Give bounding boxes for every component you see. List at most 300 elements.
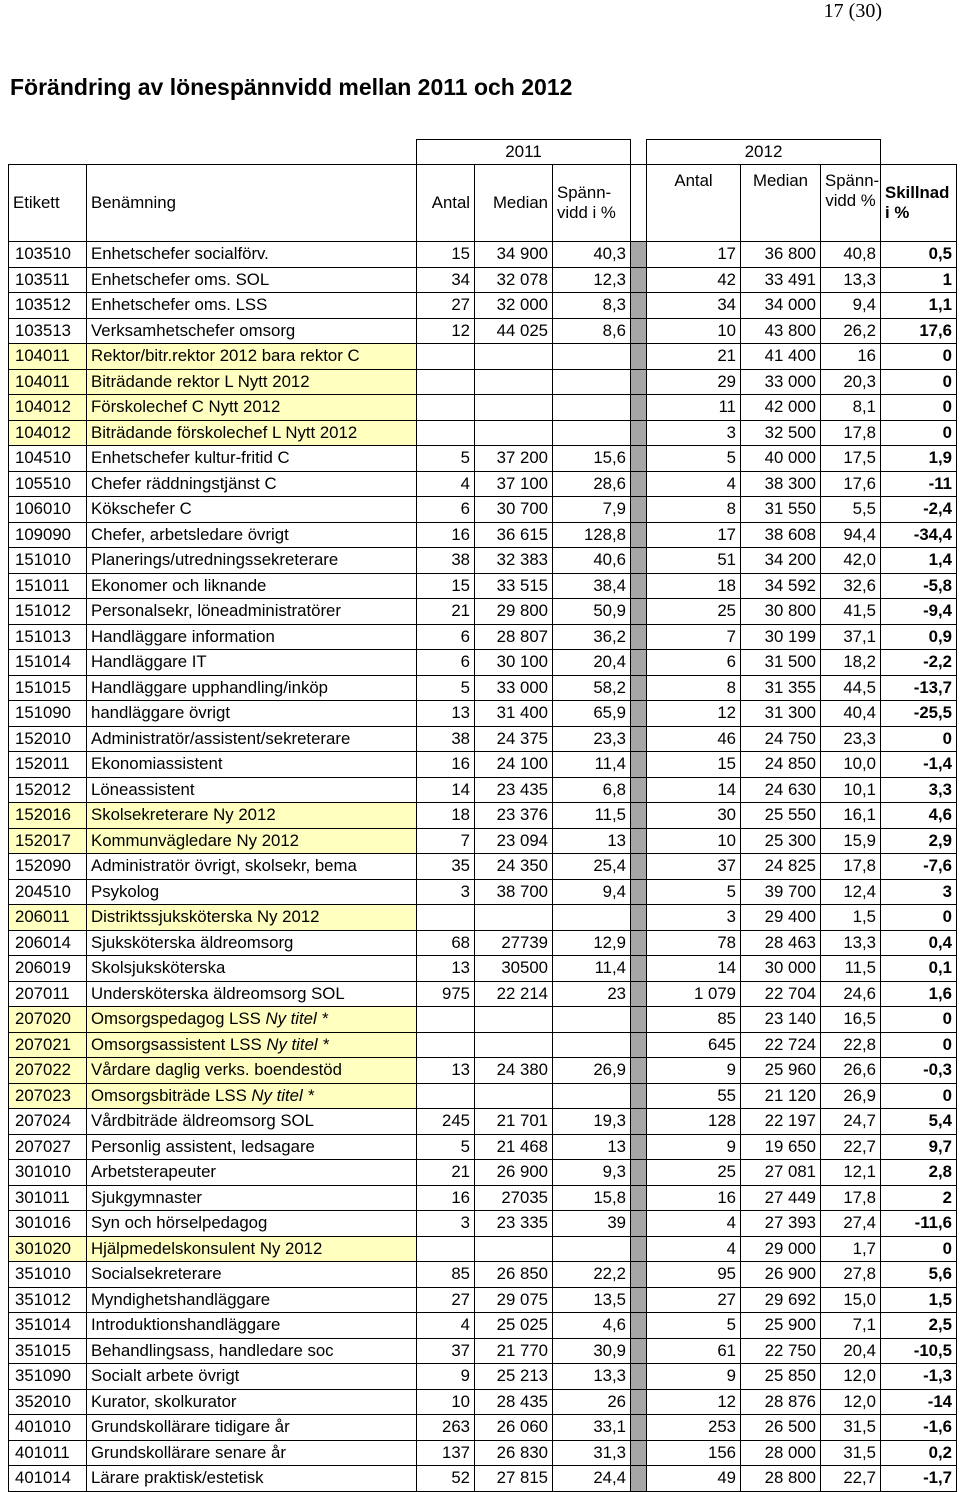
antal-2011-cell-text: 35	[451, 856, 470, 876]
antal-2012-cell	[647, 1083, 741, 1109]
antal-2012-cell-text: 25	[717, 601, 736, 621]
skillnad-cell	[881, 522, 957, 548]
skillnad-cell-text: 4,6	[928, 805, 952, 825]
spannvidd-2011-cell	[553, 242, 631, 268]
skillnad-cell	[881, 1185, 957, 1211]
median-2012-cell-text: 40 000	[764, 448, 816, 468]
spannvidd-2012-cell-text: 94,4	[843, 524, 876, 544]
median-2012-cell	[741, 1185, 821, 1211]
spannvidd-2011-cell-text: 13,5	[593, 1289, 626, 1309]
median-2012-cell	[741, 344, 821, 370]
antal-2011-cell	[417, 242, 475, 268]
benamning-cell	[87, 1160, 417, 1186]
antal-2012-cell-text: 51	[717, 550, 736, 570]
etikett-cell-text: 109090	[15, 524, 71, 544]
skillnad-cell	[881, 930, 957, 956]
spannvidd-2012-cell	[821, 293, 881, 319]
antal-2011-cell	[417, 1440, 475, 1466]
gap-cell	[631, 267, 647, 293]
antal-2012-cell-text: 18	[717, 575, 736, 595]
median-2012-cell	[741, 471, 821, 497]
table-row	[9, 242, 957, 268]
etikett-cell-text: 207020	[15, 1009, 71, 1029]
median-2012-cell-text: 28 463	[764, 932, 816, 952]
gap-cell	[631, 752, 647, 778]
median-2011-cell	[475, 1466, 553, 1492]
skillnad-cell-text: 0	[942, 422, 952, 442]
median-2012-cell-text: 21 120	[764, 1085, 816, 1105]
spannvidd-2011-cell	[553, 471, 631, 497]
median-2011-cell-text: 27739	[501, 932, 548, 952]
etikett-cell-text: 207027	[15, 1136, 71, 1156]
antal-2011-cell	[417, 548, 475, 574]
spannvidd-2012-cell-text: 22,7	[843, 1468, 876, 1488]
spannvidd-2012-cell	[821, 803, 881, 829]
spannvidd-2012-cell	[821, 1109, 881, 1135]
antal-2012-cell	[647, 675, 741, 701]
median-2011-cell-text: 26 900	[496, 1162, 548, 1182]
median-2012-cell	[741, 777, 821, 803]
spannvidd-2012-cell	[821, 395, 881, 421]
skillnad-cell-text: -2,2	[923, 652, 952, 672]
median-2012-cell-text: 33 491	[764, 269, 816, 289]
skillnad-cell-text: 1	[942, 269, 952, 289]
antal-2012-cell-text: 4	[726, 473, 736, 493]
spannvidd-2012-cell-text: 20,4	[843, 1340, 876, 1360]
skillnad-cell	[881, 701, 957, 727]
spannvidd-2012-cell	[821, 318, 881, 344]
etikett-cell	[9, 777, 87, 803]
skillnad-cell-text: -7,6	[923, 856, 952, 876]
benamning-cell	[87, 1440, 417, 1466]
median-2012-cell-text: 34 592	[764, 575, 816, 595]
median-2011-cell-text: 26 830	[496, 1442, 548, 1462]
antal-2012-cell-text: 8	[726, 499, 736, 519]
antal-2012-cell	[647, 267, 741, 293]
spannvidd-2012-cell-text: 18,2	[843, 652, 876, 672]
spannvidd-2012-cell	[821, 1466, 881, 1492]
benamning-cell-text: Chefer räddningstjänst C	[91, 473, 277, 493]
spannvidd-2012-cell	[821, 624, 881, 650]
spannvidd-2012-cell-text: 44,5	[843, 677, 876, 697]
antal-2011-cell	[417, 522, 475, 548]
skillnad-cell-text: 0	[942, 397, 952, 417]
median-2012-cell	[741, 1236, 821, 1262]
skillnad-cell-text: 2,5	[928, 1315, 952, 1335]
median-2011-cell	[475, 1109, 553, 1135]
skillnad-cell-text: 0,4	[928, 932, 952, 952]
benamning-cell	[87, 344, 417, 370]
spannvidd-2011-cell	[553, 1389, 631, 1415]
antal-2011-cell	[417, 905, 475, 931]
antal-2012-cell	[647, 522, 741, 548]
median-2011-cell-text: 24 350	[496, 856, 548, 876]
table-row	[9, 828, 957, 854]
median-2012-cell-text: 36 800	[764, 244, 816, 264]
spannvidd-2011-cell	[553, 1134, 631, 1160]
spannvidd-2012-cell-text: 17,8	[843, 856, 876, 876]
antal-2012-cell-text: 4	[726, 1213, 736, 1233]
median-2011-cell-text: 31 400	[496, 703, 548, 723]
antal-2012-cell-text: 27	[717, 1289, 736, 1309]
median-2012-cell-text: 27 081	[764, 1162, 816, 1182]
skillnad-cell-text: -9,4	[923, 601, 952, 621]
median-2012-cell	[741, 1338, 821, 1364]
benamning-cell-text: Psykolog	[91, 881, 160, 901]
benamning-cell	[87, 548, 417, 574]
spannvidd-2012-cell-text: 9,4	[852, 295, 876, 315]
median-2011-cell	[475, 369, 553, 395]
benamning-cell-text: Enhetschefer oms. SOL	[91, 269, 270, 289]
etikett-cell	[9, 1287, 87, 1313]
benamning-cell-text: Sjuksköterska äldreomsorg	[91, 932, 294, 952]
median-2012-cell	[741, 548, 821, 574]
gap-cell	[631, 548, 647, 574]
spannvidd-2012-cell-text: 24,7	[843, 1111, 876, 1131]
spannvidd-2012-cell-text: 1,5	[852, 907, 876, 927]
antal-2012-cell-text: 1 079	[694, 983, 736, 1003]
spannvidd-2011-cell-text: 9,3	[602, 1162, 626, 1182]
median-2011-cell-text: 27035	[501, 1187, 548, 1207]
antal-2011-cell	[417, 369, 475, 395]
etikett-cell	[9, 828, 87, 854]
gap-cell	[631, 497, 647, 523]
median-2011-cell-text: 29 075	[496, 1289, 548, 1309]
antal-2011-cell	[417, 701, 475, 727]
median-2012-cell	[741, 1083, 821, 1109]
table-row	[9, 701, 957, 727]
skillnad-cell-text: -13,7	[913, 677, 952, 697]
spannvidd-2011-cell-text: 15,6	[593, 448, 626, 468]
benamning-cell-text: Enhetschefer socialförv.	[91, 244, 269, 264]
antal-2012-cell	[647, 446, 741, 472]
benamning-cell-text: Introduktionshandläggare	[91, 1315, 281, 1335]
antal-2012-cell	[647, 293, 741, 319]
skillnad-cell-text: -1,6	[923, 1417, 952, 1437]
spannvidd-2011-cell-text: 12,9	[593, 932, 626, 952]
antal-2011-cell-text: 13	[451, 703, 470, 723]
spannvidd-2011-cell-text: 7,9	[602, 499, 626, 519]
table-row	[9, 1185, 957, 1211]
median-2012-cell	[741, 1109, 821, 1135]
spannvidd-2012-cell-text: 12,0	[843, 1391, 876, 1411]
spannvidd-2012-cell	[821, 599, 881, 625]
median-2012-cell	[741, 1440, 821, 1466]
spannvidd-2012-cell	[821, 777, 881, 803]
etikett-cell-text: 152011	[15, 754, 70, 774]
column-header-row	[9, 165, 957, 242]
spannvidd-2012-cell-text: 5,5	[852, 499, 876, 519]
antal-2012-cell	[647, 879, 741, 905]
benamning-cell	[87, 905, 417, 931]
antal-2011-cell-text: 13	[451, 1060, 470, 1080]
benamning-cell-text: Arbetsterapeuter	[91, 1162, 216, 1182]
antal-2012-cell	[647, 956, 741, 982]
median-2012-cell-text: 28 000	[764, 1442, 816, 1462]
antal-2011-cell	[417, 1236, 475, 1262]
antal-2012-cell-text: 10	[717, 320, 736, 340]
spannvidd-2012-cell-text: 7,1	[852, 1315, 876, 1335]
skillnad-cell-text: 0,5	[928, 244, 952, 264]
benamning-cell	[87, 956, 417, 982]
antal-2011-cell	[417, 1032, 475, 1058]
table-row	[9, 624, 957, 650]
antal-2011-cell	[417, 828, 475, 854]
benamning-cell-text: Personlig assistent, ledsagare	[91, 1136, 315, 1156]
median-2012-cell	[741, 1389, 821, 1415]
antal-2012-cell-text: 61	[717, 1340, 736, 1360]
benamning-cell	[87, 1032, 417, 1058]
header-blank	[9, 140, 417, 165]
spannvidd-2012-cell-text: 27,8	[843, 1264, 876, 1284]
antal-2012-cell	[647, 395, 741, 421]
skillnad-cell-text: 0,9	[928, 626, 952, 646]
antal-2011-cell-text: 16	[451, 1187, 470, 1207]
spannvidd-2012-cell	[821, 1338, 881, 1364]
antal-2011-cell	[417, 599, 475, 625]
etikett-cell	[9, 497, 87, 523]
skillnad-cell-text: 3,3	[928, 779, 952, 799]
etikett-cell	[9, 548, 87, 574]
skillnad-cell-text: 0	[942, 1238, 952, 1258]
median-2011-cell-text: 25 213	[496, 1366, 548, 1386]
antal-2012-cell	[647, 1389, 741, 1415]
etikett-cell-text: 207011	[15, 983, 70, 1003]
antal-2011-cell	[417, 1185, 475, 1211]
etikett-cell	[9, 344, 87, 370]
gap-cell	[631, 293, 647, 319]
table-row	[9, 267, 957, 293]
gap-cell	[631, 318, 647, 344]
gap-cell	[631, 1389, 647, 1415]
spannvidd-2011-cell-text: 11,5	[594, 805, 626, 825]
median-2012-cell	[741, 318, 821, 344]
benamning-cell-text: Personalsekr, löneadministratörer	[91, 601, 341, 621]
spannvidd-2011-cell-text: 13,3	[593, 1366, 626, 1386]
new-title-note: Ny titel *	[265, 1009, 328, 1029]
median-2011-cell-text: 23 435	[496, 779, 548, 799]
median-2012-cell	[741, 1058, 821, 1084]
benamning-cell	[87, 1415, 417, 1441]
spannvidd-2012-cell-text: 26,2	[843, 320, 876, 340]
median-2011-cell	[475, 1134, 553, 1160]
antal-2011-cell	[417, 293, 475, 319]
spannvidd-2011-cell	[553, 1440, 631, 1466]
etikett-cell	[9, 854, 87, 880]
skillnad-cell-text: -1,3	[923, 1366, 952, 1386]
spannvidd-2012-cell	[821, 1389, 881, 1415]
benamning-cell-text: Handläggare IT	[91, 652, 207, 672]
gap-cell	[631, 1211, 647, 1237]
median-2012-cell-text: 24 630	[764, 779, 816, 799]
antal-2011-cell	[417, 1466, 475, 1492]
spannvidd-2012-cell	[821, 1287, 881, 1313]
benamning-cell	[87, 879, 417, 905]
gap-cell	[631, 1440, 647, 1466]
spannvidd-2011-cell-text: 8,3	[602, 295, 626, 315]
antal-2012-cell-text: 10	[717, 830, 736, 850]
table-row	[9, 548, 957, 574]
spannvidd-2011-cell	[553, 318, 631, 344]
antal-2011-cell	[417, 803, 475, 829]
table-row	[9, 344, 957, 370]
spannvidd-2011-header: Spänn-vidd i %	[553, 165, 631, 242]
year-header-row	[9, 140, 957, 165]
spannvidd-2012-cell	[821, 828, 881, 854]
spannvidd-2011-cell-text: 9,4	[602, 881, 626, 901]
table-row	[9, 956, 957, 982]
antal-2012-cell	[647, 548, 741, 574]
antal-2012-cell	[647, 497, 741, 523]
spannvidd-2012-cell-text: 31,5	[843, 1442, 876, 1462]
antal-2011-cell-text: 137	[442, 1442, 470, 1462]
table-row	[9, 879, 957, 905]
antal-2011-cell	[417, 1058, 475, 1084]
gap-cell	[631, 471, 647, 497]
benamning-cell-text: Planerings/utredningssekreterare	[91, 550, 339, 570]
antal-2011-cell-text: 15	[451, 244, 470, 264]
spannvidd-2012-cell	[821, 1007, 881, 1033]
benamning-cell	[87, 803, 417, 829]
antal-2012-cell	[647, 777, 741, 803]
table-row	[9, 1466, 957, 1492]
skillnad-cell-text: 0	[942, 1009, 952, 1029]
etikett-cell	[9, 293, 87, 319]
antal-2012-cell	[647, 1236, 741, 1262]
median-2011-cell-text: 21 701	[496, 1111, 548, 1131]
skillnad-cell	[881, 1440, 957, 1466]
benamning-cell	[87, 293, 417, 319]
median-2012-cell	[741, 879, 821, 905]
gap-cell	[631, 1058, 647, 1084]
skillnad-cell-text: 3	[942, 881, 952, 901]
table-row	[9, 420, 957, 446]
etikett-cell-text: 301011	[15, 1187, 70, 1207]
antal-2012-cell	[647, 828, 741, 854]
benamning-cell	[87, 1313, 417, 1339]
spannvidd-2012-cell	[821, 1083, 881, 1109]
spannvidd-2011-cell	[553, 1313, 631, 1339]
spannvidd-2011-cell	[553, 1338, 631, 1364]
etikett-cell	[9, 1415, 87, 1441]
spannvidd-2011-cell	[553, 1185, 631, 1211]
etikett-cell	[9, 1389, 87, 1415]
spannvidd-2012-cell-text: 41,5	[843, 601, 876, 621]
median-2011-cell	[475, 1440, 553, 1466]
antal-2011-cell	[417, 1389, 475, 1415]
spannvidd-2012-cell-text: 12,4	[843, 881, 876, 901]
benamning-cell	[87, 1389, 417, 1415]
benamning-cell-text: Behandlingsass, handledare soc	[91, 1340, 334, 1360]
etikett-cell-text: 351090	[15, 1366, 71, 1386]
spannvidd-2011-cell	[553, 930, 631, 956]
gap-cell	[631, 828, 647, 854]
antal-2012-cell	[647, 599, 741, 625]
benamning-cell	[87, 395, 417, 421]
etikett-cell-text: 152016	[15, 805, 71, 825]
median-2012-cell-text: 22 704	[764, 983, 816, 1003]
antal-2011-cell-text: 15	[451, 575, 470, 595]
skillnad-cell-text: 0,1	[928, 958, 952, 978]
etikett-cell-text: 351014	[15, 1315, 71, 1335]
etikett-cell-text: 152090	[15, 856, 71, 876]
antal-2011-cell-text: 68	[451, 932, 470, 952]
spannvidd-2011-cell	[553, 879, 631, 905]
antal-2012-cell-text: 128	[708, 1111, 736, 1131]
benamning-cell	[87, 446, 417, 472]
median-2011-cell	[475, 701, 553, 727]
antal-2012-cell	[647, 803, 741, 829]
skillnad-header: Skillnad i %	[881, 165, 957, 242]
spannvidd-2012-cell-text: 26,6	[843, 1060, 876, 1080]
table-row	[9, 1134, 957, 1160]
antal-2012-cell	[647, 930, 741, 956]
etikett-cell	[9, 752, 87, 778]
spannvidd-2011-cell-text: 39	[607, 1213, 626, 1233]
spannvidd-2012-cell	[821, 726, 881, 752]
benamning-cell	[87, 777, 417, 803]
median-2012-cell	[741, 1364, 821, 1390]
antal-2012-cell	[647, 905, 741, 931]
benamning-cell	[87, 599, 417, 625]
benamning-cell-text: Omsorgspedagog LSS	[91, 1009, 266, 1029]
antal-2011-cell-text: 4	[460, 473, 470, 493]
spannvidd-2011-cell-text: 58,2	[593, 677, 626, 697]
skillnad-cell-text: 17,6	[919, 320, 952, 340]
antal-2012-cell-text: 34	[717, 295, 736, 315]
etikett-cell-text: 301010	[15, 1162, 71, 1182]
antal-2011-cell-text: 245	[442, 1111, 470, 1131]
median-2012-cell-text: 25 550	[764, 805, 816, 825]
median-2012-cell-text: 31 500	[764, 652, 816, 672]
skillnad-cell	[881, 318, 957, 344]
median-2011-cell	[475, 548, 553, 574]
etikett-cell	[9, 1185, 87, 1211]
benamning-cell-text: Omsorgsbiträde LSS	[91, 1085, 252, 1105]
spannvidd-2012-cell-text: 17,6	[843, 473, 876, 493]
median-2012-cell-text: 29 400	[764, 907, 816, 927]
antal-2011-cell	[417, 471, 475, 497]
spannvidd-2012-cell	[821, 1134, 881, 1160]
antal-2011-cell-text: 85	[451, 1264, 470, 1284]
gap-cell	[631, 1287, 647, 1313]
median-2012-cell	[741, 803, 821, 829]
table-row	[9, 930, 957, 956]
antal-2011-cell	[417, 318, 475, 344]
benamning-header: Benämning	[87, 165, 417, 242]
median-2012-cell	[741, 446, 821, 472]
spannvidd-2011-cell	[553, 981, 631, 1007]
antal-2011-cell-text: 5	[460, 1136, 470, 1156]
etikett-cell-text: 301020	[15, 1238, 71, 1258]
spannvidd-2011-cell	[553, 1262, 631, 1288]
table-row	[9, 1032, 957, 1058]
spannvidd-2012-cell-text: 32,6	[843, 575, 876, 595]
spannvidd-2011-cell-text: 30,9	[593, 1340, 626, 1360]
antal-2011-cell	[417, 344, 475, 370]
benamning-cell-text: Biträdande rektor L Nytt 2012	[91, 371, 310, 391]
benamning-cell-text: Syn och hörselpedagog	[91, 1213, 268, 1233]
etikett-cell	[9, 267, 87, 293]
skillnad-blank	[881, 140, 957, 165]
spannvidd-2012-cell	[821, 879, 881, 905]
benamning-cell	[87, 471, 417, 497]
table-row	[9, 1211, 957, 1237]
antal-2012-cell	[647, 1032, 741, 1058]
median-2011-cell	[475, 1007, 553, 1033]
table-row	[9, 726, 957, 752]
antal-2012-cell-text: 37	[717, 856, 736, 876]
